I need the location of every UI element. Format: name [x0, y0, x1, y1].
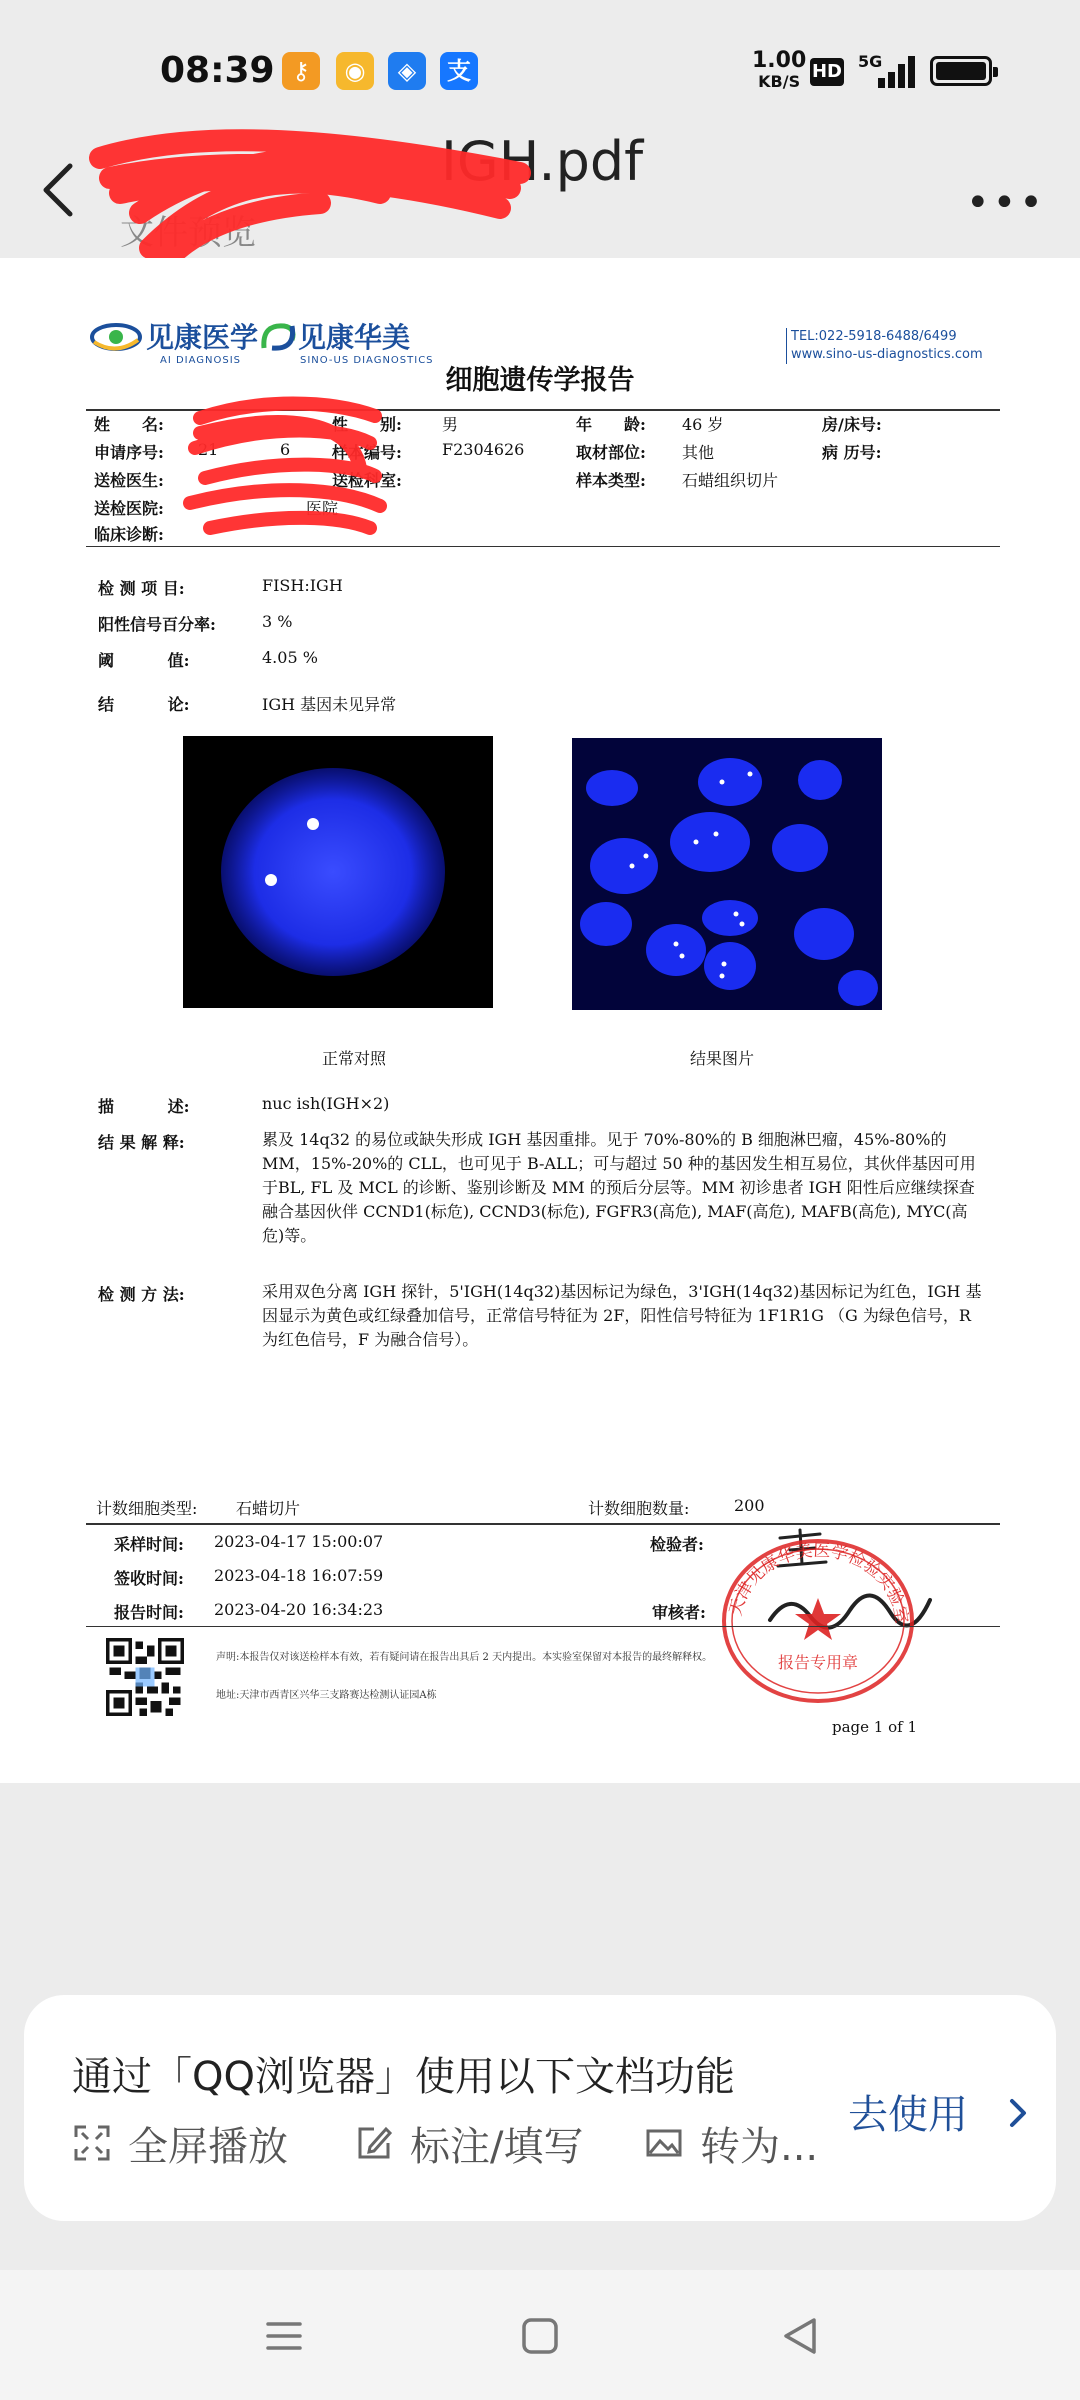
- test-item-label: 检 测 项 目:: [98, 579, 185, 598]
- website: www.sino-us-diagnostics.com: [791, 347, 983, 362]
- conclusion-label: 结 论:: [98, 695, 190, 714]
- count-cell-number-label: 计数细胞数量:: [588, 1499, 690, 1518]
- threshold-value: 4.05 %: [262, 648, 318, 667]
- prompt-title: 通过「QQ浏览器」使用以下文档功能: [72, 2054, 735, 2100]
- hd-badge: HD: [810, 58, 844, 86]
- brand-left: 见康医学: [146, 321, 259, 354]
- svg-text:天津见康华美医学检验实验室: 天津见康华美医学检验实验室: [725, 1540, 912, 1625]
- normal-caption: 正常对照: [322, 1049, 387, 1068]
- count-cell-number-value: 200: [734, 1496, 765, 1515]
- sample-no-label: 样本编号:: [332, 443, 402, 462]
- key-app-icon: ⚷: [282, 52, 320, 90]
- positive-rate-value: 3 %: [262, 612, 293, 631]
- official-stamp: [718, 1536, 918, 1706]
- result-caption: 结果图片: [690, 1049, 755, 1068]
- brand-right-sub: SINO-US DIAGNOSTICS: [300, 355, 434, 366]
- tel: TEL:022-5918-6488/6499: [791, 329, 957, 344]
- fullscreen-option[interactable]: [72, 2115, 332, 2170]
- qq-browser-prompt: [24, 1995, 1056, 2221]
- menu-icon[interactable]: [260, 2312, 308, 2360]
- result-image: [572, 738, 882, 1010]
- name-label: 姓 名:: [94, 415, 164, 434]
- age-value: 46 岁: [682, 415, 724, 434]
- signal-icon: [866, 56, 916, 88]
- sample-no-value: F2304626: [442, 440, 525, 459]
- description-value: nuc ish(IGH×2): [262, 1094, 390, 1113]
- bed-label: 房/床号:: [822, 415, 882, 434]
- fullscreen-icon: [72, 2123, 112, 2163]
- request-no-value-end: 6: [280, 440, 291, 459]
- doctor-label: 送检医生:: [94, 471, 164, 490]
- alipay-icon: 支: [440, 52, 478, 90]
- receive-time-value: 2023-04-18 16:07:59: [214, 1566, 384, 1585]
- request-no-value: 21: [198, 440, 219, 459]
- report-title: 细胞遗传学报告: [445, 365, 635, 396]
- go-use-button[interactable]: 去使用: [848, 2092, 968, 2138]
- site-label: 取材部位:: [576, 443, 646, 462]
- normal-control-image: [183, 736, 493, 1008]
- qr-code: [106, 1638, 184, 1716]
- annotate-option[interactable]: [354, 2115, 644, 2170]
- record-label: 病 历号:: [822, 443, 882, 462]
- logo-swirl-icon: [258, 320, 298, 354]
- net-speed-unit: KB/S: [758, 72, 801, 91]
- chevron-right-icon[interactable]: [1006, 2095, 1030, 2131]
- diagnosis-label: 临床诊断:: [94, 525, 164, 544]
- pdf-page: [0, 258, 1080, 1783]
- image-icon: [644, 2123, 684, 2163]
- battery-icon: [930, 56, 992, 86]
- positive-rate-label: 阳性信号百分率:: [98, 615, 216, 634]
- sample-type-value: 石蜡组织切片: [682, 471, 779, 490]
- vpn-app-icon: ◈: [388, 52, 426, 90]
- logo-eye-icon: [90, 320, 142, 354]
- convert-label: 转为...: [700, 2124, 819, 2170]
- interpretation-text: 累及 14q32 的易位或缺失形成 IGH 基因重排。见于 70%-80%的 B 细胞淋巴瘤，45%-80%的 MM，15%-20%的 CLL，也可见于 B-ALL；可与超过 50 种的基因发生相互易位，其伙伴基因可用于BL, FL 及 MCL 的诊断、鉴别诊断及 MM 的预后分层等。MM 初诊患者 IGH 阳性后应继续探查融合基因伙伴 CCND1(标危), CCND3(标危), FGFR3(高危), MAF(高危), MAFB(高危), MYC(高危)等。: [262, 1130, 976, 1245]
- age-label: 年 龄:: [576, 415, 646, 434]
- clock: 08:39: [160, 50, 275, 91]
- hospital-value: 医院: [306, 499, 339, 518]
- sample-type-label: 样本类型:: [576, 471, 646, 490]
- divider: [86, 546, 1000, 547]
- disclaimer: 声明:本报告仅对该送检样本有效，若有疑问请在报告出具后 2 天内提出。本实验室保留对本报告的最终解释权。: [216, 1652, 713, 1663]
- receive-time-label: 签收时间:: [114, 1569, 184, 1588]
- method-label: 检 测 方 法:: [98, 1285, 185, 1304]
- divider: [86, 1626, 1000, 1627]
- svg-text:报告专用章: 报告专用章: [777, 1653, 859, 1672]
- hospital-label: 送检医院:: [94, 499, 164, 518]
- site-value: 其他: [682, 443, 715, 462]
- sampling-time-value: 2023-04-17 15:00:07: [214, 1532, 384, 1551]
- gender-value: 男: [442, 415, 459, 434]
- brand-left-sub: AI DIAGNOSIS: [160, 355, 242, 366]
- conclusion-value: IGH 基因未见异常: [262, 695, 397, 714]
- edit-icon: [354, 2123, 394, 2163]
- interpretation-label: 结 果 解 释:: [98, 1133, 185, 1152]
- annotate-label: 标注/填写: [410, 2124, 584, 2170]
- home-icon[interactable]: [516, 2312, 564, 2360]
- description-label: 描 述:: [98, 1097, 190, 1116]
- back-arrow-icon[interactable]: [36, 160, 84, 220]
- redaction-scribble-2: [180, 388, 390, 548]
- network-type: 5G: [858, 52, 883, 71]
- address: 地址:天津市西青区兴华三支路赛达检测认证园A栋: [216, 1690, 437, 1701]
- gender-label: 性 别:: [332, 415, 402, 434]
- brand-right: 见康华美: [298, 321, 411, 354]
- back-triangle-icon[interactable]: [776, 2312, 824, 2360]
- request-no-label: 申请序号:: [94, 443, 164, 462]
- file-preview-subtitle: 文件预览: [120, 213, 256, 253]
- more-options-icon[interactable]: •••: [966, 180, 1046, 226]
- dept-label: 送检科室:: [332, 471, 402, 490]
- convert-option[interactable]: [644, 2115, 844, 2170]
- report-time-label: 报告时间:: [114, 1603, 184, 1622]
- net-speed-value: 1.00: [752, 48, 807, 73]
- count-cell-type-label: 计数细胞类型:: [96, 1499, 198, 1518]
- redaction-scribble: [80, 118, 550, 278]
- tester-label: 检验者:: [650, 1535, 704, 1554]
- reviewer-label: 审核者:: [652, 1603, 706, 1622]
- test-item-value: FISH:IGH: [262, 576, 343, 595]
- page-indicator: page 1 of 1: [832, 1718, 917, 1736]
- count-cell-type-value: 石蜡切片: [236, 1499, 301, 1518]
- navigation-bar: [0, 2270, 1080, 2400]
- net-speed: [752, 50, 806, 92]
- fullscreen-label: 全屏播放: [128, 2124, 288, 2170]
- threshold-label: 阈 值:: [98, 651, 190, 670]
- weibo-icon: ◉: [336, 52, 374, 90]
- report-time-value: 2023-04-20 16:34:23: [214, 1600, 384, 1619]
- method-text: 采用双色分离 IGH 探针，5'IGH(14q32)基因标记为绿色，3'IGH(14q32)基因标记为红色，IGH 基因显示为黄色或红绿叠加信号，正常信号特征为 2F，阳性信号特征为 1F1R1G （G 为绿色信号，R 为红色信号，F 为融合信号）。: [262, 1282, 982, 1349]
- sampling-time-label: 采样时间:: [114, 1535, 184, 1554]
- file-title-text: IGH.pdf: [441, 130, 644, 193]
